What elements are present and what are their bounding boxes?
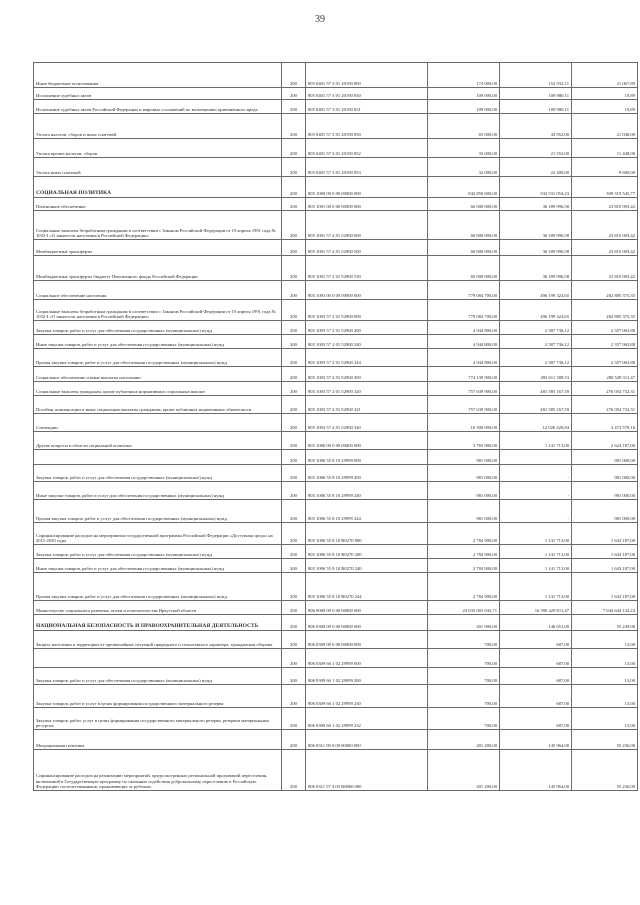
row-executed-cell: 108 980,11 (500, 100, 572, 114)
row-plan-cell: 174 000,00 (428, 63, 500, 88)
budget-table-body (34, 63, 638, 791)
row-plan-cell: 33 000,00 (428, 139, 500, 158)
row-plan-cell: 60 000 000,00 (428, 256, 500, 281)
table-row (34, 523, 638, 545)
row-executed-cell: 36 189 996,58 (500, 256, 572, 281)
table-row (34, 708, 638, 730)
page-number: 39 (315, 14, 325, 25)
row-code-cell: 200 (282, 321, 306, 335)
row-kbk-cell: 805 0401 57 3 01 20190 852 (306, 139, 428, 158)
table-row (34, 750, 638, 791)
row-executed-cell: - (500, 500, 572, 523)
row-code-cell: 200 (282, 211, 306, 240)
row-executed-cell: 145 964,00 (500, 730, 572, 750)
row-executed-cell: - (500, 465, 572, 482)
row-name-cell: Социальные выплаты безработным гражданам в соответствии с Законом Российской Федерации от 19 апреля 1991 года № 1032-I «О занятости населения в Российской Федерации» (34, 300, 282, 321)
row-executed-cell: 2 587 736,12 (500, 335, 572, 349)
row-remaining-cell: 13,00 (572, 685, 638, 708)
row-remaining-cell: 2 357 063,88 (572, 349, 638, 367)
row-executed-cell: 496 199 324,65 (500, 300, 572, 321)
row-name-cell: Уплата иных платежей (34, 158, 282, 177)
row-code-cell: 200 (282, 730, 306, 750)
row-code-cell: 200 (282, 177, 306, 198)
row-plan-cell: 700,00 (428, 631, 500, 649)
table-row (34, 139, 638, 158)
row-executed-cell: 152 932,11 (500, 63, 572, 88)
row-executed-cell: 687,00 (500, 708, 572, 730)
row-remaining-cell: 13,00 (572, 649, 638, 668)
row-code-cell: 200 (282, 198, 306, 211)
table-row (34, 256, 638, 281)
row-name-cell: Прочая закупка товаров, работ и услуг для обеспечения государственных (муниципальных) нужд (34, 500, 282, 523)
row-plan-cell: 2 784 900,00 (428, 545, 500, 559)
row-code-cell: 200 (282, 100, 306, 114)
row-name-cell: Прочая закупка товаров, работ и услуг для обеспечения государственных (муниципальных) нужд (34, 349, 282, 367)
row-kbk-cell: 805 1003 00 0 00 00000 000 (306, 281, 428, 300)
table-row (34, 88, 638, 100)
row-name-cell (34, 450, 282, 465)
row-kbk-cell: 805 1000 00 0 00 00000 000 (306, 177, 428, 198)
table-row (34, 321, 638, 335)
row-plan-cell: 65 000,00 (428, 114, 500, 139)
row-code-cell: 200 (282, 281, 306, 300)
row-plan-cell: 60 000 000,00 (428, 211, 500, 240)
row-plan-cell: 4 944 800,00 (428, 321, 500, 335)
row-plan-cell: 981 000,00 (428, 500, 500, 523)
row-name-cell: Софинансирование расходов на мероприятия государственной программы Российской Федерации «Доступная среда» на 2011-2020 годы (34, 523, 282, 545)
row-code-cell: 200 (282, 382, 306, 396)
table-row (34, 211, 638, 240)
row-executed-cell: 146 651,00 (500, 615, 572, 631)
row-remaining-cell: 1 643 187,00 (572, 523, 638, 545)
row-executed-cell: 687,00 (500, 685, 572, 708)
row-executed-cell: 1 141 713,00 (500, 573, 572, 601)
row-kbk-cell: 805 1006 55 8 10 R0270 244 (306, 573, 428, 601)
row-code-cell: 200 (282, 88, 306, 100)
row-remaining-cell: 11 448,00 (572, 139, 638, 158)
row-remaining-cell: 13,00 (572, 668, 638, 685)
row-name-cell: Закупка товаров, работ и услуг для обеспечения государственных (муниципальных) нужд (34, 668, 282, 685)
row-kbk-cell: 806 0309 66 1 02 29999 230 (306, 685, 428, 708)
table-row (34, 465, 638, 482)
table-row (34, 482, 638, 500)
row-plan-cell: 201 200,00 (428, 730, 500, 750)
row-name-cell: Социальное обеспечение населения (34, 281, 282, 300)
table-row (34, 396, 638, 414)
table-row (34, 685, 638, 708)
row-name-cell: Социальное обеспечение и иные выплаты населению (34, 367, 282, 382)
table-row (34, 281, 638, 300)
row-kbk-cell: 805 1003 57 2 01 52900 240 (306, 335, 428, 349)
row-executed-cell: 36 189 996,58 (500, 198, 572, 211)
row-executed-cell: 687,00 (500, 649, 572, 668)
row-name-cell: Социальные выплаты безработным гражданам в соответствии с Законом Российской Федерации от 19 апреля 1991 года № 1032-I «О занятости населения в Российской Федерации» (34, 211, 282, 240)
row-code-cell: 200 (282, 349, 306, 367)
table-row (34, 500, 638, 523)
row-executed-cell: 16 590 429 811,47 (500, 601, 572, 615)
row-plan-cell: 700,00 (428, 668, 500, 685)
table-row (34, 432, 638, 450)
row-executed-cell: 481 585 167,59 (500, 382, 572, 396)
row-remaining-cell: 55 236,00 (572, 730, 638, 750)
row-code-cell: 200 (282, 335, 306, 349)
row-executed-cell: 493 611 588,53 (500, 367, 572, 382)
row-executed-cell: 533 531 054,23 (500, 177, 572, 198)
row-name-cell: Софинансирование расходов на реализацию мероприятий, предусмотренных региональной программой переселения, включенной в Государственную программу по оказанию содействия добровольному переселению в Российскую Федерацию соотечественников, проживающих за рубежом (34, 750, 282, 791)
row-name-cell: Уплата прочих налогов, сборов (34, 139, 282, 158)
row-kbk-cell: 805 1006 55 8 10 29999 200 (306, 465, 428, 482)
row-executed-cell: 1 141 713,00 (500, 559, 572, 573)
row-name-cell: Закупка товаров, работ, услуг в целях формирования государственного материального резерва, резервов материальных ресурсов (34, 708, 282, 730)
table-row (34, 450, 638, 465)
row-plan-cell: 2 784 900,00 (428, 573, 500, 601)
row-remaining-cell: 309 319 545,77 (572, 177, 638, 198)
row-kbk-cell: 805 1006 55 8 10 29999 000 (306, 450, 428, 465)
table-row (34, 335, 638, 349)
row-kbk-cell: 805 1006 55 8 10 R0270 000 (306, 523, 428, 545)
row-code-cell: 200 (282, 256, 306, 281)
row-plan-cell: 981 000,00 (428, 465, 500, 482)
table-row (34, 240, 638, 256)
row-remaining-cell: 23 810 003,42 (572, 240, 638, 256)
row-name-cell: Другие вопросы в области социальной политики (34, 432, 282, 450)
row-code-cell: 200 (282, 158, 306, 177)
row-executed-cell: 108 980,11 (500, 88, 572, 100)
row-plan-cell: 2 784 900,00 (428, 523, 500, 545)
table-row (34, 114, 638, 139)
row-kbk-cell: 805 1003 57 2 01 52900 321 (306, 396, 428, 414)
row-plan-cell: 779 084 700,00 (428, 281, 500, 300)
row-code-cell: 200 (282, 559, 306, 573)
row-executed-cell: 21 552,00 (500, 139, 572, 158)
row-code-cell: 200 (282, 615, 306, 631)
row-remaining-cell: 21 067,89 (572, 63, 638, 88)
row-name-cell: Социальные выплаты гражданам, кроме публичных нормативных социальных выплат (34, 382, 282, 396)
table-row (34, 349, 638, 367)
row-remaining-cell: 13,00 (572, 631, 638, 649)
table-row (34, 100, 638, 114)
row-name-cell: Министерство социального развития, опеки и попечительства Иркутской области (34, 601, 282, 615)
row-executed-cell: 36 189 996,58 (500, 240, 572, 256)
row-kbk-cell: 805 0401 57 3 01 20190 853 (306, 158, 428, 177)
row-code-cell: 200 (282, 573, 306, 601)
row-kbk-cell: 805 1006 00 0 00 00000 000 (306, 432, 428, 450)
table-row (34, 382, 638, 396)
row-remaining-cell: 55 249,00 (572, 615, 638, 631)
table-row (34, 367, 638, 382)
row-code-cell: 200 (282, 750, 306, 791)
row-name-cell: Защита населения и территории от чрезвычайных ситуаций природного и техногенного характера, гражданская оборона (34, 631, 282, 649)
row-code-cell: 200 (282, 367, 306, 382)
row-remaining-cell: 9 600,00 (572, 158, 638, 177)
row-plan-cell: 109 000,00 (428, 88, 500, 100)
row-kbk-cell: 805 1003 57 2 01 52900 300 (306, 367, 428, 382)
table-row (34, 631, 638, 649)
table-row (34, 158, 638, 177)
row-code-cell: 200 (282, 649, 306, 668)
table-row (34, 545, 638, 559)
row-remaining-cell: 282 885 375,35 (572, 300, 638, 321)
row-plan-cell: 32 000,00 (428, 158, 500, 177)
row-name-cell: Иные закупки товаров, работ и услуг для обеспечения государственных (муниципальных) нужд (34, 482, 282, 500)
table-row (34, 198, 638, 211)
row-kbk-cell: 805 1006 55 8 10 R0270 200 (306, 545, 428, 559)
row-kbk-cell: 806 0309 66 1 02 29999 000 (306, 649, 428, 668)
row-remaining-cell: 4 473 579,16 (572, 414, 638, 432)
row-remaining-cell: 21 048,00 (572, 114, 638, 139)
row-kbk-cell: 806 0311 57 4 05 R0860 000 (306, 750, 428, 791)
row-kbk-cell: 805 0401 57 3 01 20190 830 (306, 88, 428, 100)
row-plan-cell: 4 944 800,00 (428, 349, 500, 367)
row-code-cell: 200 (282, 300, 306, 321)
row-executed-cell: 687,00 (500, 668, 572, 685)
row-remaining-cell: 981 000,00 (572, 465, 638, 482)
row-name-cell: Межбюджетные трансферты (34, 240, 282, 256)
row-plan-cell: 16 500 000,00 (428, 414, 500, 432)
row-remaining-cell: 7 044 644 132,24 (572, 601, 638, 615)
row-executed-cell (500, 450, 572, 465)
row-plan-cell: 774 139 900,00 (428, 367, 500, 382)
row-code-cell: 200 (282, 523, 306, 545)
row-remaining-cell: 1 643 187,00 (572, 559, 638, 573)
row-plan-cell: 201 200,00 (428, 750, 500, 791)
row-name-cell: Иные бюджетные ассигнования (34, 63, 282, 88)
row-remaining-cell: 2 357 063,88 (572, 335, 638, 349)
row-executed-cell: 496 199 324,65 (500, 281, 572, 300)
row-code-cell: 200 (282, 432, 306, 450)
row-plan-cell: 3 765 900,00 (428, 432, 500, 450)
row-name-cell: Пенсионное обеспечение (34, 198, 282, 211)
row-kbk-cell: 805 1001 57 2 01 52900 000 (306, 211, 428, 240)
row-plan-cell: 109 000,00 (428, 100, 500, 114)
row-remaining-cell: 282 885 375,35 (572, 281, 638, 300)
table-row (34, 649, 638, 668)
row-code-cell: 200 (282, 601, 306, 615)
row-plan-cell: 4 944 800,00 (428, 335, 500, 349)
row-kbk-cell: 806 0309 66 1 02 29999 232 (306, 708, 428, 730)
table-row (34, 615, 638, 631)
table-row (34, 177, 638, 198)
row-plan-cell: 23 635 003 943,71 (428, 601, 500, 615)
table-row (34, 300, 638, 321)
row-remaining-cell: 2 624 187,00 (572, 432, 638, 450)
row-plan-cell: 842 850 600,00 (428, 177, 500, 198)
row-kbk-cell: 805 1003 57 2 01 52900 000 (306, 300, 428, 321)
row-remaining-cell: 19,89 (572, 88, 638, 100)
row-code-cell: 200 (282, 240, 306, 256)
row-kbk-cell: 805 1006 55 8 10 29999 240 (306, 482, 428, 500)
row-kbk-cell: 805 1003 57 2 01 52900 200 (306, 321, 428, 335)
row-plan-cell: 60 000 000,00 (428, 198, 500, 211)
row-executed-cell: 2 587 736,12 (500, 321, 572, 335)
row-remaining-cell: 13,00 (572, 708, 638, 730)
row-code-cell: 200 (282, 63, 306, 88)
row-executed-cell: - (500, 482, 572, 500)
row-plan-cell: 2 784 900,00 (428, 559, 500, 573)
table-row (34, 668, 638, 685)
row-name-cell: Исполнение судебных актов (34, 88, 282, 100)
row-name-cell: Закупка товаров, работ и услуг в целях формирования государственного материального резерва (34, 685, 282, 708)
row-kbk-cell: 805 1001 57 2 01 52900 530 (306, 256, 428, 281)
row-name-cell: Уплата налогов, сборов и иных платежей (34, 114, 282, 139)
row-name-cell: Пособия, компенсации и иные социальные выплаты гражданам, кроме публичных нормативных обязательств (34, 396, 282, 414)
row-code-cell: 200 (282, 396, 306, 414)
table-row (34, 573, 638, 601)
row-remaining-cell: 276 054 732,31 (572, 396, 638, 414)
row-kbk-cell: 805 1003 57 2 01 52900 340 (306, 414, 428, 432)
row-executed-cell: 145 964,00 (500, 750, 572, 791)
row-kbk-cell: 805 1006 55 8 10 R0270 240 (306, 559, 428, 573)
row-code-cell: 200 (282, 631, 306, 649)
row-kbk-cell: 805 1006 55 8 10 29999 244 (306, 500, 428, 523)
row-name-cell: Исполнение судебных актов Российской Федерации и мировых соглашений по возмещению причиненного вреда (34, 100, 282, 114)
row-executed-cell: 481 585 167,59 (500, 396, 572, 414)
row-kbk-cell: 805 0401 57 3 01 20190 831 (306, 100, 428, 114)
row-name-cell: Межбюджетные трансферты бюджету Пенсионного фонда Российской Федерации (34, 256, 282, 281)
row-kbk-cell: 805 1001 57 2 01 52900 500 (306, 240, 428, 256)
row-executed-cell: 687,00 (500, 631, 572, 649)
row-plan-cell: 779 084 700,00 (428, 300, 500, 321)
row-name-cell (34, 649, 282, 668)
row-name-cell: СОЦИАЛЬНАЯ ПОЛИТИКА (34, 177, 282, 198)
row-name-cell: Прочая закупка товаров, работ и услуг для обеспечения государственных (муниципальных) нужд (34, 573, 282, 601)
row-remaining-cell: 23 810 003,42 (572, 211, 638, 240)
row-plan-cell: 981 000,00 (428, 450, 500, 465)
row-name-cell: Закупка товаров, работ и услуг для обеспечения государственных (муниципальных) нужд (34, 465, 282, 482)
row-kbk-cell: 805 1003 57 2 01 52900 244 (306, 349, 428, 367)
row-executed-cell: 36 189 996,58 (500, 211, 572, 240)
row-executed-cell: 22 400,00 (500, 158, 572, 177)
row-kbk-cell: 806 0309 66 1 02 29999 200 (306, 668, 428, 685)
row-code-cell: 200 (282, 668, 306, 685)
row-plan-cell: 757 639 900,00 (428, 396, 500, 414)
row-plan-cell: 60 000 000,00 (428, 240, 500, 256)
row-kbk-cell: 805 1001 00 0 00 00000 000 (306, 198, 428, 211)
row-kbk-cell: 805 0401 57 3 01 20190 800 (306, 63, 428, 88)
table-row (34, 601, 638, 615)
row-remaining-cell: 280 528 311,47 (572, 367, 638, 382)
row-plan-cell: 700,00 (428, 708, 500, 730)
row-remaining-cell: 276 054 732,31 (572, 382, 638, 396)
row-plan-cell: 757 639 900,00 (428, 382, 500, 396)
row-remaining-cell: 55 236,00 (572, 750, 638, 791)
row-code-cell: 200 (282, 139, 306, 158)
row-remaining-cell: 19,89 (572, 100, 638, 114)
row-kbk-cell: 805 0401 57 3 01 20190 850 (306, 114, 428, 139)
row-kbk-cell: 805 1003 57 2 01 52900 320 (306, 382, 428, 396)
row-code-cell: 200 (282, 414, 306, 432)
row-code-cell: 200 (282, 685, 306, 708)
row-plan-cell: 700,00 (428, 685, 500, 708)
row-executed-cell: 1 141 713,00 (500, 432, 572, 450)
row-name-cell: НАЦИОНАЛЬНАЯ БЕЗОПАСНОСТЬ И ПРАВООХРАНИТЕЛЬНАЯ ДЕЯТЕЛЬНОСТЬ (34, 615, 282, 631)
row-executed-cell: 43 952,00 (500, 114, 572, 139)
row-plan-cell: 981 000,00 (428, 482, 500, 500)
row-name-cell: Стипендии (34, 414, 282, 432)
row-executed-cell: 1 141 713,00 (500, 523, 572, 545)
row-name-cell: Закупка товаров, работ и услуг для обеспечения государственных (муниципальных) нужд (34, 545, 282, 559)
table-row (34, 414, 638, 432)
budget-table (33, 62, 638, 791)
row-kbk-cell: 806 0311 00 0 00 00000 000 (306, 730, 428, 750)
row-code-cell: 200 (282, 465, 306, 482)
row-plan-cell: 201 900,00 (428, 615, 500, 631)
row-executed-cell: 1 141 713,00 (500, 545, 572, 559)
row-executed-cell: 12 026 420,84 (500, 414, 572, 432)
row-code-cell: 200 (282, 482, 306, 500)
row-kbk-cell: 806 0000 00 0 00 00000 000 (306, 601, 428, 615)
row-name-cell: Миграционная политика (34, 730, 282, 750)
row-remaining-cell: 1 643 187,00 (572, 573, 638, 601)
row-executed-cell: 2 587 736,12 (500, 349, 572, 367)
row-remaining-cell: 23 810 003,42 (572, 198, 638, 211)
row-name-cell: Иные закупки товаров, работ и услуг для обеспечения государственных (муниципальных) нужд (34, 559, 282, 573)
row-kbk-cell: 806 0309 00 0 00 00000 000 (306, 631, 428, 649)
row-remaining-cell: 981 000,00 (572, 500, 638, 523)
row-remaining-cell: 1 643 187,00 (572, 545, 638, 559)
row-kbk-cell: 806 0300 00 0 00 00000 000 (306, 615, 428, 631)
row-name-cell: Закупка товаров, работ и услуг для обеспечения государственных (муниципальных) нужд (34, 321, 282, 335)
table-row (34, 730, 638, 750)
row-code-cell: 200 (282, 114, 306, 139)
row-code-cell: 200 (282, 450, 306, 465)
row-code-cell: 200 (282, 708, 306, 730)
row-remaining-cell: 981 000,00 (572, 450, 638, 465)
row-remaining-cell: 2 357 063,88 (572, 321, 638, 335)
row-remaining-cell: 981 000,00 (572, 482, 638, 500)
row-remaining-cell: 23 810 003,42 (572, 256, 638, 281)
row-code-cell: 200 (282, 500, 306, 523)
table-row (34, 559, 638, 573)
row-plan-cell: 700,00 (428, 649, 500, 668)
row-name-cell: Иные закупки товаров, работ и услуг для обеспечения государственных (муниципальных) нужд (34, 335, 282, 349)
row-code-cell: 200 (282, 545, 306, 559)
table-row (34, 63, 638, 88)
